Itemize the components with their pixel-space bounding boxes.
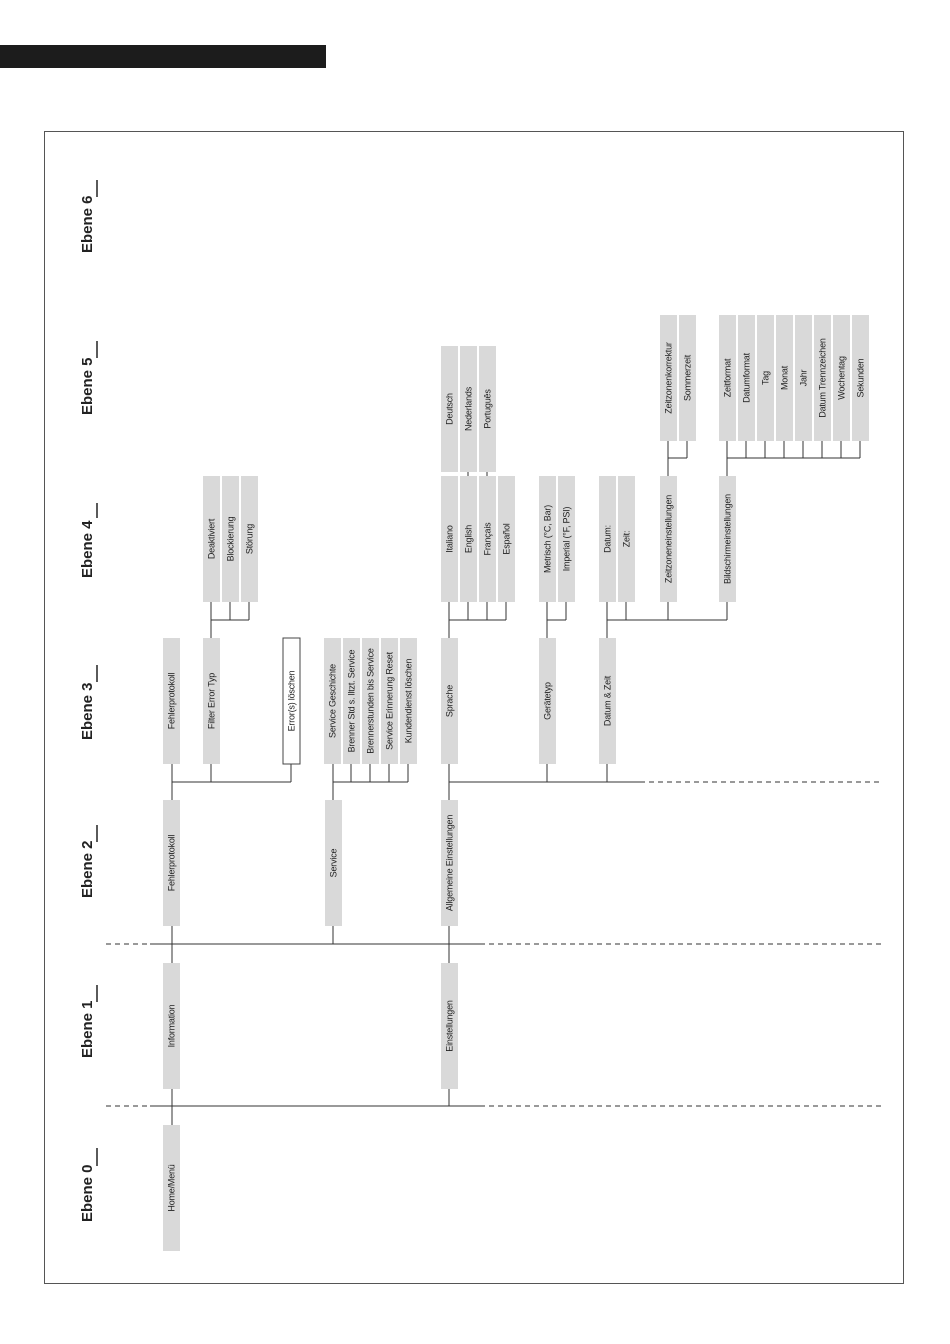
- node-label-blockierung: Blockierung: [225, 516, 236, 562]
- node-label-jahr: Jahr: [798, 369, 809, 387]
- node-monat: [776, 315, 793, 441]
- node-zeit: [618, 476, 635, 602]
- node-label-errors-loeschen: Error(s) löschen: [286, 670, 297, 732]
- node-label-brenner-std: Brenner Std s. lltzt. Service: [346, 649, 357, 753]
- node-metrisch: [539, 476, 556, 602]
- node-label-fehlerprotokoll-2: Fehlerprotokoll: [166, 834, 177, 892]
- node-nederlands: [460, 346, 477, 472]
- node-label-home: Home/Menü: [166, 1164, 177, 1212]
- node-label-einstellungen: Einstellungen: [444, 1000, 455, 1052]
- node-service: [325, 800, 342, 926]
- node-datum-trennzeichen: [814, 315, 831, 441]
- node-label-zeitzonen: Zeitzoneneinstellungen: [663, 494, 674, 584]
- node-datum-zeit: [599, 638, 616, 764]
- node-label-stoerung: Störung: [244, 523, 255, 555]
- node-label-wochentag: Wochentag: [836, 356, 847, 400]
- node-zeitformat: [719, 315, 736, 441]
- node-portugues: [479, 346, 496, 472]
- level-labels: [79, 180, 97, 1222]
- node-errors-loeschen: [283, 638, 300, 764]
- node-sprache: [441, 638, 458, 764]
- level-label-1: Ebene 1: [79, 1000, 96, 1058]
- node-label-tag: Tag: [760, 371, 771, 385]
- node-deutsch: [441, 346, 458, 472]
- node-service-geschichte: [324, 638, 341, 764]
- node-stoerung: [241, 476, 258, 602]
- node-label-allgemeine: Allgemeine Einstellungen: [444, 814, 455, 912]
- node-label-francais: Français: [482, 522, 493, 556]
- node-label-nederlands: Nederlands: [463, 386, 474, 432]
- node-wochentag: [833, 315, 850, 441]
- node-deaktiviert: [203, 476, 220, 602]
- node-fehlerprotokoll-2: [163, 800, 180, 926]
- node-datum: [599, 476, 616, 602]
- level-label-5: Ebene 5: [79, 357, 96, 415]
- node-label-datum-zeit: Datum & Zeit: [602, 675, 613, 727]
- node-label-monat: Monat: [779, 365, 790, 391]
- level-label-0: Ebene 0: [79, 1164, 96, 1222]
- node-label-zeitformat: Zeitformat: [722, 358, 733, 398]
- level-label-3: Ebene 3: [79, 682, 96, 740]
- menu-nodes: [163, 315, 869, 1251]
- node-francais: [479, 476, 496, 602]
- node-label-portugues: Português: [482, 389, 493, 429]
- node-label-information: Information: [166, 1004, 177, 1048]
- node-sommerzeit: [679, 315, 696, 441]
- node-label-datum-trennzeichen: Datum Trennzeichen: [817, 338, 828, 418]
- node-label-bildschirm: Bildschirmeinstellungen: [722, 494, 733, 584]
- level-label-4: Ebene 4: [79, 520, 96, 578]
- node-kundendienst: [400, 638, 417, 764]
- node-allgemeine: [441, 800, 458, 926]
- node-label-geraetetyp: Gerätetyp: [542, 682, 553, 720]
- node-italiano: [441, 476, 458, 602]
- node-tag: [757, 315, 774, 441]
- node-label-service-erinnerung: Service Erinnerung Reset: [384, 652, 395, 750]
- node-label-brennerstunden: Brennerstunden bis Service: [365, 648, 376, 754]
- node-brenner-std: [343, 638, 360, 764]
- node-label-sprache: Sprache: [444, 684, 455, 718]
- node-einstellungen: [441, 963, 458, 1089]
- node-label-datumformat: Datumformat: [741, 353, 752, 403]
- node-label-datum: Datum:: [602, 525, 613, 553]
- node-label-deutsch: Deutsch: [444, 393, 455, 425]
- node-label-italiano: Italiano: [444, 525, 455, 553]
- node-service-erinnerung: [381, 638, 398, 764]
- node-espanol: [498, 476, 515, 602]
- level-label-2: Ebene 2: [79, 840, 96, 898]
- node-label-zeitzonenkorrektur: Zeitzonenkorrektur: [663, 342, 674, 414]
- node-home: [163, 1125, 180, 1251]
- node-label-kundendienst: Kundendienst löschen: [403, 658, 414, 744]
- node-label-filter-error-typ: Filter Error Typ: [206, 672, 217, 730]
- node-label-metrisch: Metrisch (°C, Bar): [542, 504, 553, 574]
- node-label-service-geschichte: Service Geschichte: [327, 664, 338, 738]
- node-brennerstunden: [362, 638, 379, 764]
- node-label-sekunden: Sekunden: [855, 358, 866, 398]
- node-zeitzonenkorrektur: [660, 315, 677, 441]
- node-fehlerprotokoll-3: [163, 638, 180, 764]
- node-english: [460, 476, 477, 602]
- node-label-espanol: Español: [501, 523, 512, 555]
- node-label-service: Service: [328, 848, 339, 878]
- node-zeitzonen: [660, 476, 677, 602]
- node-filter-error-typ: [203, 638, 220, 764]
- node-label-zeit: Zeit:: [621, 530, 632, 548]
- node-datumformat: [738, 315, 755, 441]
- node-label-fehlerprotokoll-3: Fehlerprotokoll: [166, 672, 177, 730]
- level-label-6: Ebene 6: [79, 195, 96, 253]
- node-jahr: [795, 315, 812, 441]
- node-information: [163, 963, 180, 1089]
- node-imperial: [558, 476, 575, 602]
- node-label-sommerzeit: Sommerzeit: [682, 354, 693, 402]
- node-label-deaktiviert: Deaktiviert: [206, 518, 217, 560]
- node-label-english: English: [463, 524, 474, 554]
- node-sekunden: [852, 315, 869, 441]
- node-label-imperial: Imperial (°F, PSI): [561, 506, 572, 572]
- node-geraetetyp: [539, 638, 556, 764]
- node-bildschirm: [719, 476, 736, 602]
- node-blockierung: [222, 476, 239, 602]
